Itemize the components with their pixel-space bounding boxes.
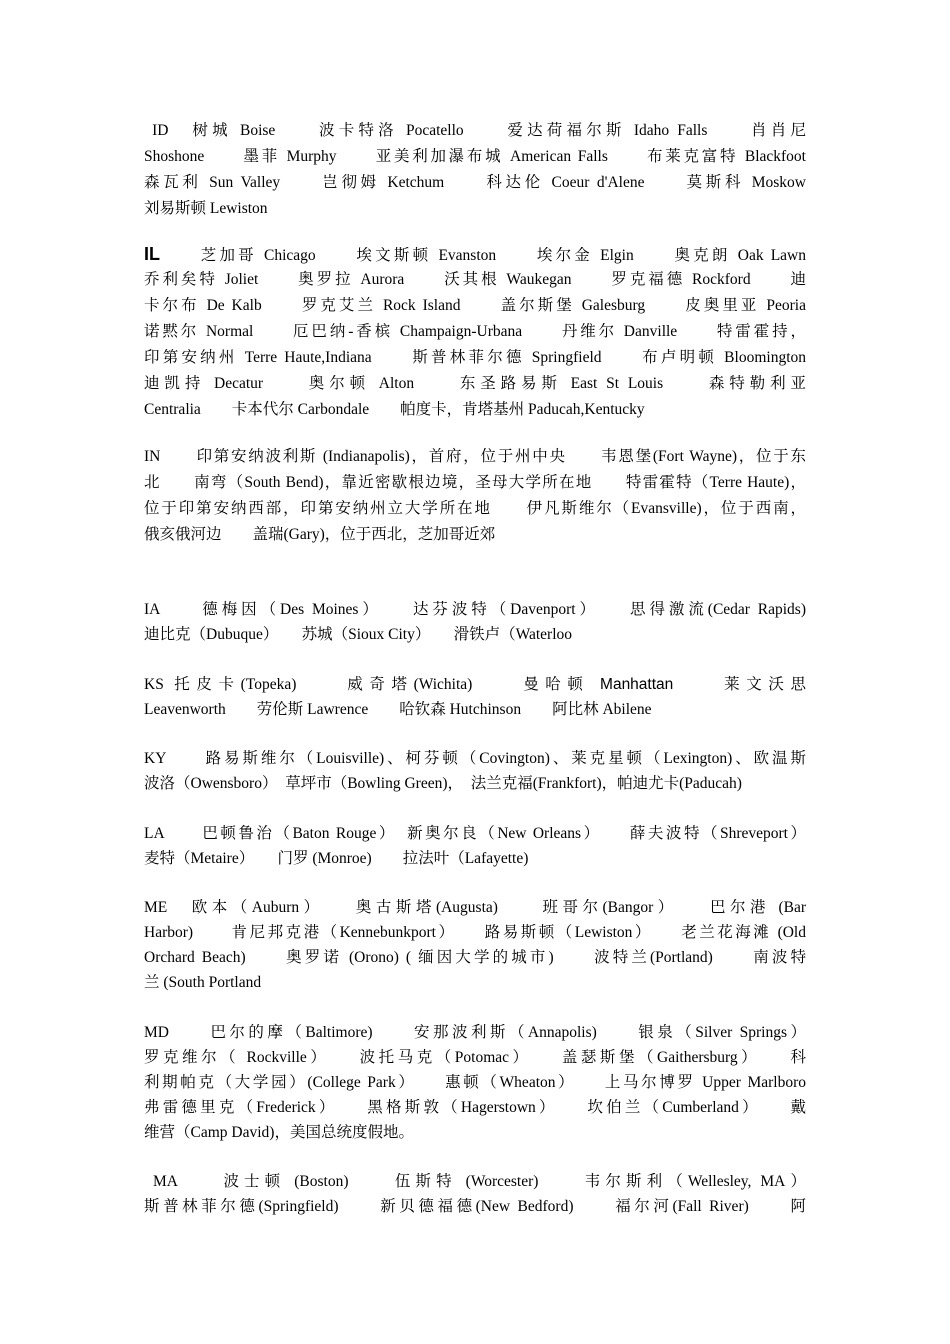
text-line: 位于印第安纳西部，印第安纳州立大学所在地 伊凡斯维尔（Evansville)，位于西南，	[144, 500, 806, 517]
text-line: 罗克维尔（ Rockville） 波托马克（Potomac） 盖瑟斯堡（Gaithersburg） 科	[144, 1049, 806, 1066]
paragraph-ky	[144, 746, 806, 796]
text-line: 诺黙尔 Normal 厄巴纳-香槟 Champaign-Urbana 丹维尔 Danville 特雷霍持，	[144, 323, 806, 340]
text-line: 麦特（Metaire） 门罗 (Monroe) 拉法叶（Lafayette)	[144, 850, 529, 867]
text-line: ME 欧本（Auburn） 奥古斯塔(Augusta) 班哥尔(Bangor） 巴尔港 (Bar	[144, 899, 806, 916]
text-line: 乔利矣特 Joliet 奥罗拉 Aurora 沃其根 Waukegan 罗克福德 Rockford 迪	[144, 271, 806, 288]
text-line: KS 托皮卡(Topeka) 威奇塔(Wichita) 曼哈顿 Manhattan 莱文沃思	[144, 676, 806, 693]
text-line: Leavenworth 劳伦斯 Lawrence 哈钦森 Hutchinson 阿比林 Abilene	[144, 701, 652, 718]
text-line: 斯普林菲尔德(Springfield) 新贝德福德(New Bedford) 福尔河(Fall River) 阿	[144, 1198, 806, 1215]
text-line: 森瓦利 Sun Valley 岂彻姆 Ketchum 科达伦 Coeur d'Alene 莫斯科 Moskow	[144, 174, 806, 191]
text-line: 维营（Camp David)，美国总统度假地。	[144, 1124, 414, 1141]
paragraph-md	[144, 1020, 806, 1145]
text-line: MA 波士顿 (Boston) 伍斯特 (Worcester) 韦尔斯利（Wellesley, MA）	[144, 1173, 806, 1190]
text-line: KY 路易斯维尔（Louisville)、柯芬顿（Covington)、莱克星顿（Lexington)、欧温斯	[144, 750, 806, 767]
text-line: LA 巴顿鲁治（Baton Rouge） 新奥尔良（New Orleans） 薛夫波特（Shreveport）	[144, 825, 806, 842]
text-line: 波洛（Owensboro） 草坪市（Bowling Green)， 法兰克福(Frankfort)，帕迪尤卡(Paducah)	[144, 775, 742, 792]
text-line: ID 树城 Boise 波卡特洛 Pocatello 爱达荷福尔斯 Idaho Falls 肖肖尼	[144, 122, 806, 139]
paragraph-in	[144, 444, 806, 548]
text-line: Shoshone 墨菲 Murphy 亚美利加瀑布城 American Falls 布莱克富特 Blackfoot	[144, 148, 806, 165]
text-line: 利期帕克（大学园）(College Park） 惠顿（Wheaton） 上马尔博罗 Upper Marlboro	[144, 1074, 806, 1091]
text-line: IA 德梅因（Des Moines） 达芬波特（Davenport） 思得激流(Cedar Rapids)	[144, 601, 806, 618]
paragraph-la	[144, 821, 806, 871]
text-line: Centralia 卡本代尔 Carbondale 帕度卡，肯塔基州 Paducah,Kentucky	[144, 401, 645, 418]
text-line: IN 印第安纳波利斯 (Indianapolis)，首府，位于州中央 韦恩堡(Fort Wayne)，位于东	[144, 448, 806, 465]
paragraph-id	[144, 118, 806, 222]
text-line: 兰 (South Portland	[144, 974, 262, 991]
text-line: 弗雷德里克（Frederick） 黑格斯敦（Hagerstown） 坎伯兰（Cumberland） 戴	[144, 1099, 806, 1116]
state-abbr-il: IL	[144, 244, 160, 264]
paragraph-ks	[144, 672, 806, 722]
paragraph-ia	[144, 597, 806, 647]
text-line: 迪比克（Dubuque） 苏城（Sioux City） 滑铁卢（Waterloo	[144, 626, 572, 643]
text-line: 刘易斯顿 Lewiston	[144, 200, 268, 217]
paragraph-ma	[144, 1169, 806, 1219]
text-line: 北 南弯（South Bend)，靠近密歇根边境，圣母大学所在地 特雷霍特（Terre Haute)，	[144, 474, 806, 491]
text-line: MD 巴尔的摩（Baltimore) 安那波利斯（Annapolis) 银泉（Silver Springs）	[144, 1024, 806, 1041]
text-line: IL 芝加哥 Chicago 埃文斯顿 Evanston 埃尔金 Elgin 奥克朗 Oak Lawn	[144, 244, 806, 264]
text-line: 卡尔布 De Kalb 罗克艾兰 Rock Island 盖尔斯堡 Galesburg 皮奥里亚 Peoria	[144, 297, 806, 314]
text-line: Orchard Beach) 奥罗诺 (Orono) ( 缅因大学的城市) 波特兰(Portland) 南波特	[144, 949, 806, 966]
text-line: Harbor) 肯尼邦克港（Kennebunkport） 路易斯顿（Lewiston） 老兰花海滩 (Old	[144, 924, 806, 941]
text-line: 俄亥俄河边 盖瑞(Gary)，位于西北，芝加哥近郊	[144, 526, 496, 543]
paragraph-il	[144, 241, 806, 423]
paragraph-me	[144, 895, 806, 995]
text-line: 迪凯持 Decatur 奥尔顿 Alton 东圣路易斯 East St Louis 森特勒利亚	[144, 375, 806, 392]
text-line: 印第安纳州 Terre Haute,Indiana 斯普林菲尔德 Springfield 布卢明顿 Bloomington	[144, 349, 806, 366]
